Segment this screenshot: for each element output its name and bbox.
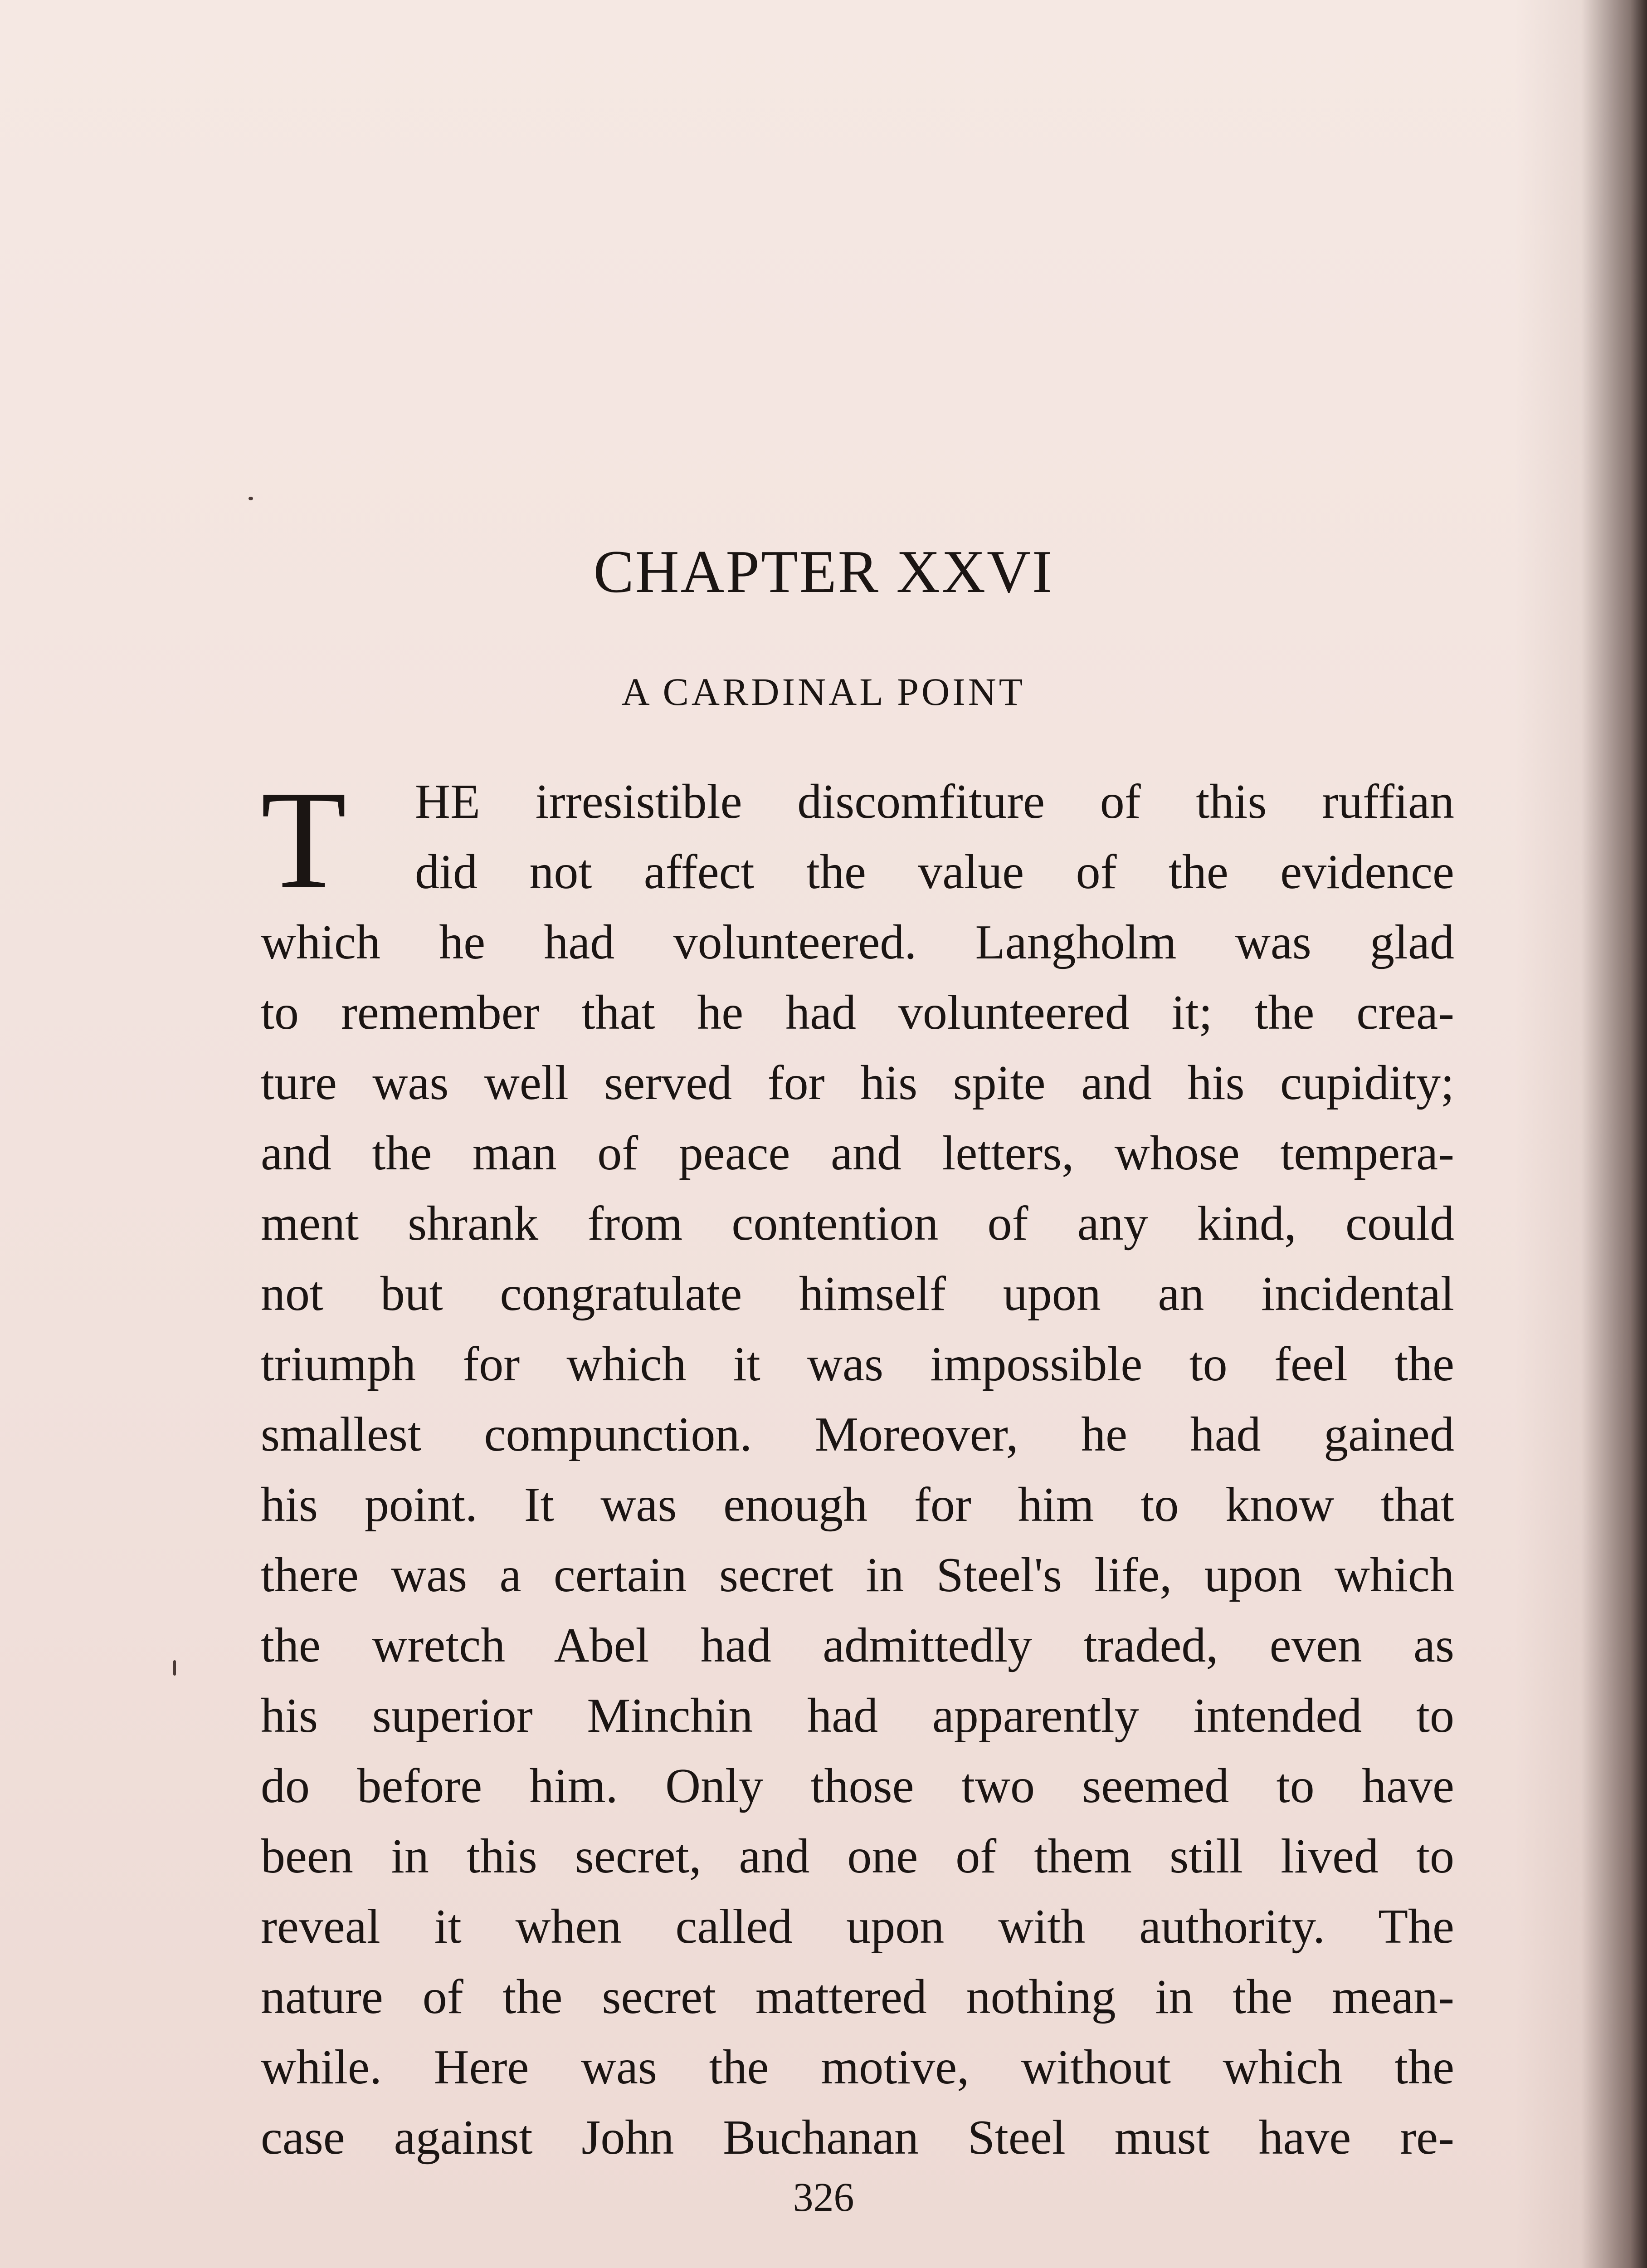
- text-line: and the man of peace and letters, whose tempera-: [261, 1126, 1454, 1180]
- text-line: which he had volunteered. Langholm was glad: [261, 915, 1454, 969]
- text-line: smallest compunction. Moreover, he had gained: [261, 1408, 1454, 1461]
- page-number: 326: [793, 2175, 854, 2220]
- text-line: reveal it when called upon with authority. The: [261, 1900, 1454, 1954]
- text-line: the wretch Abel had admittedly traded, even as: [261, 1618, 1454, 1672]
- text-line: do before him. Only those two seemed to have: [261, 1759, 1454, 1813]
- chapter-subtitle: A CARDINAL POINT: [621, 670, 1026, 714]
- text-line: case against John Buchanan Steel must have re-: [261, 2111, 1454, 2165]
- chapter-title: CHAPTER XXVI: [593, 538, 1054, 605]
- body-text: [261, 762, 1454, 2173]
- paper-speck: [249, 497, 253, 500]
- text-line: his point. It was enough for him to know that: [261, 1478, 1454, 1532]
- text-line: ment shrank from contention of any kind, could: [261, 1197, 1454, 1251]
- text-line: nature of the secret mattered nothing in the mean-: [261, 1970, 1454, 2024]
- text-line: there was a certain secret in Steel's life, upon which: [261, 1548, 1454, 1602]
- text-line: been in this secret, and one of them still lived to: [261, 1829, 1454, 1883]
- paper-speck: [173, 1660, 176, 1676]
- text-line: triumph for which it was impossible to feel the: [261, 1337, 1454, 1391]
- text-line: to remember that he had volunteered it; the crea-: [261, 986, 1454, 1040]
- text-line: not but congratulate himself upon an incidental: [261, 1267, 1454, 1321]
- text-line: ture was well served for his spite and his cupidity;: [261, 1056, 1454, 1110]
- text-line: HE irresistible discomfiture of this ruffian: [415, 775, 1454, 829]
- text-line: his superior Minchin had apparently intended to: [261, 1689, 1454, 1743]
- text-line: while. Here was the motive, without which the: [261, 2040, 1454, 2094]
- text-line: did not affect the value of the evidence: [415, 845, 1454, 899]
- drop-cap-letter: T: [261, 762, 347, 918]
